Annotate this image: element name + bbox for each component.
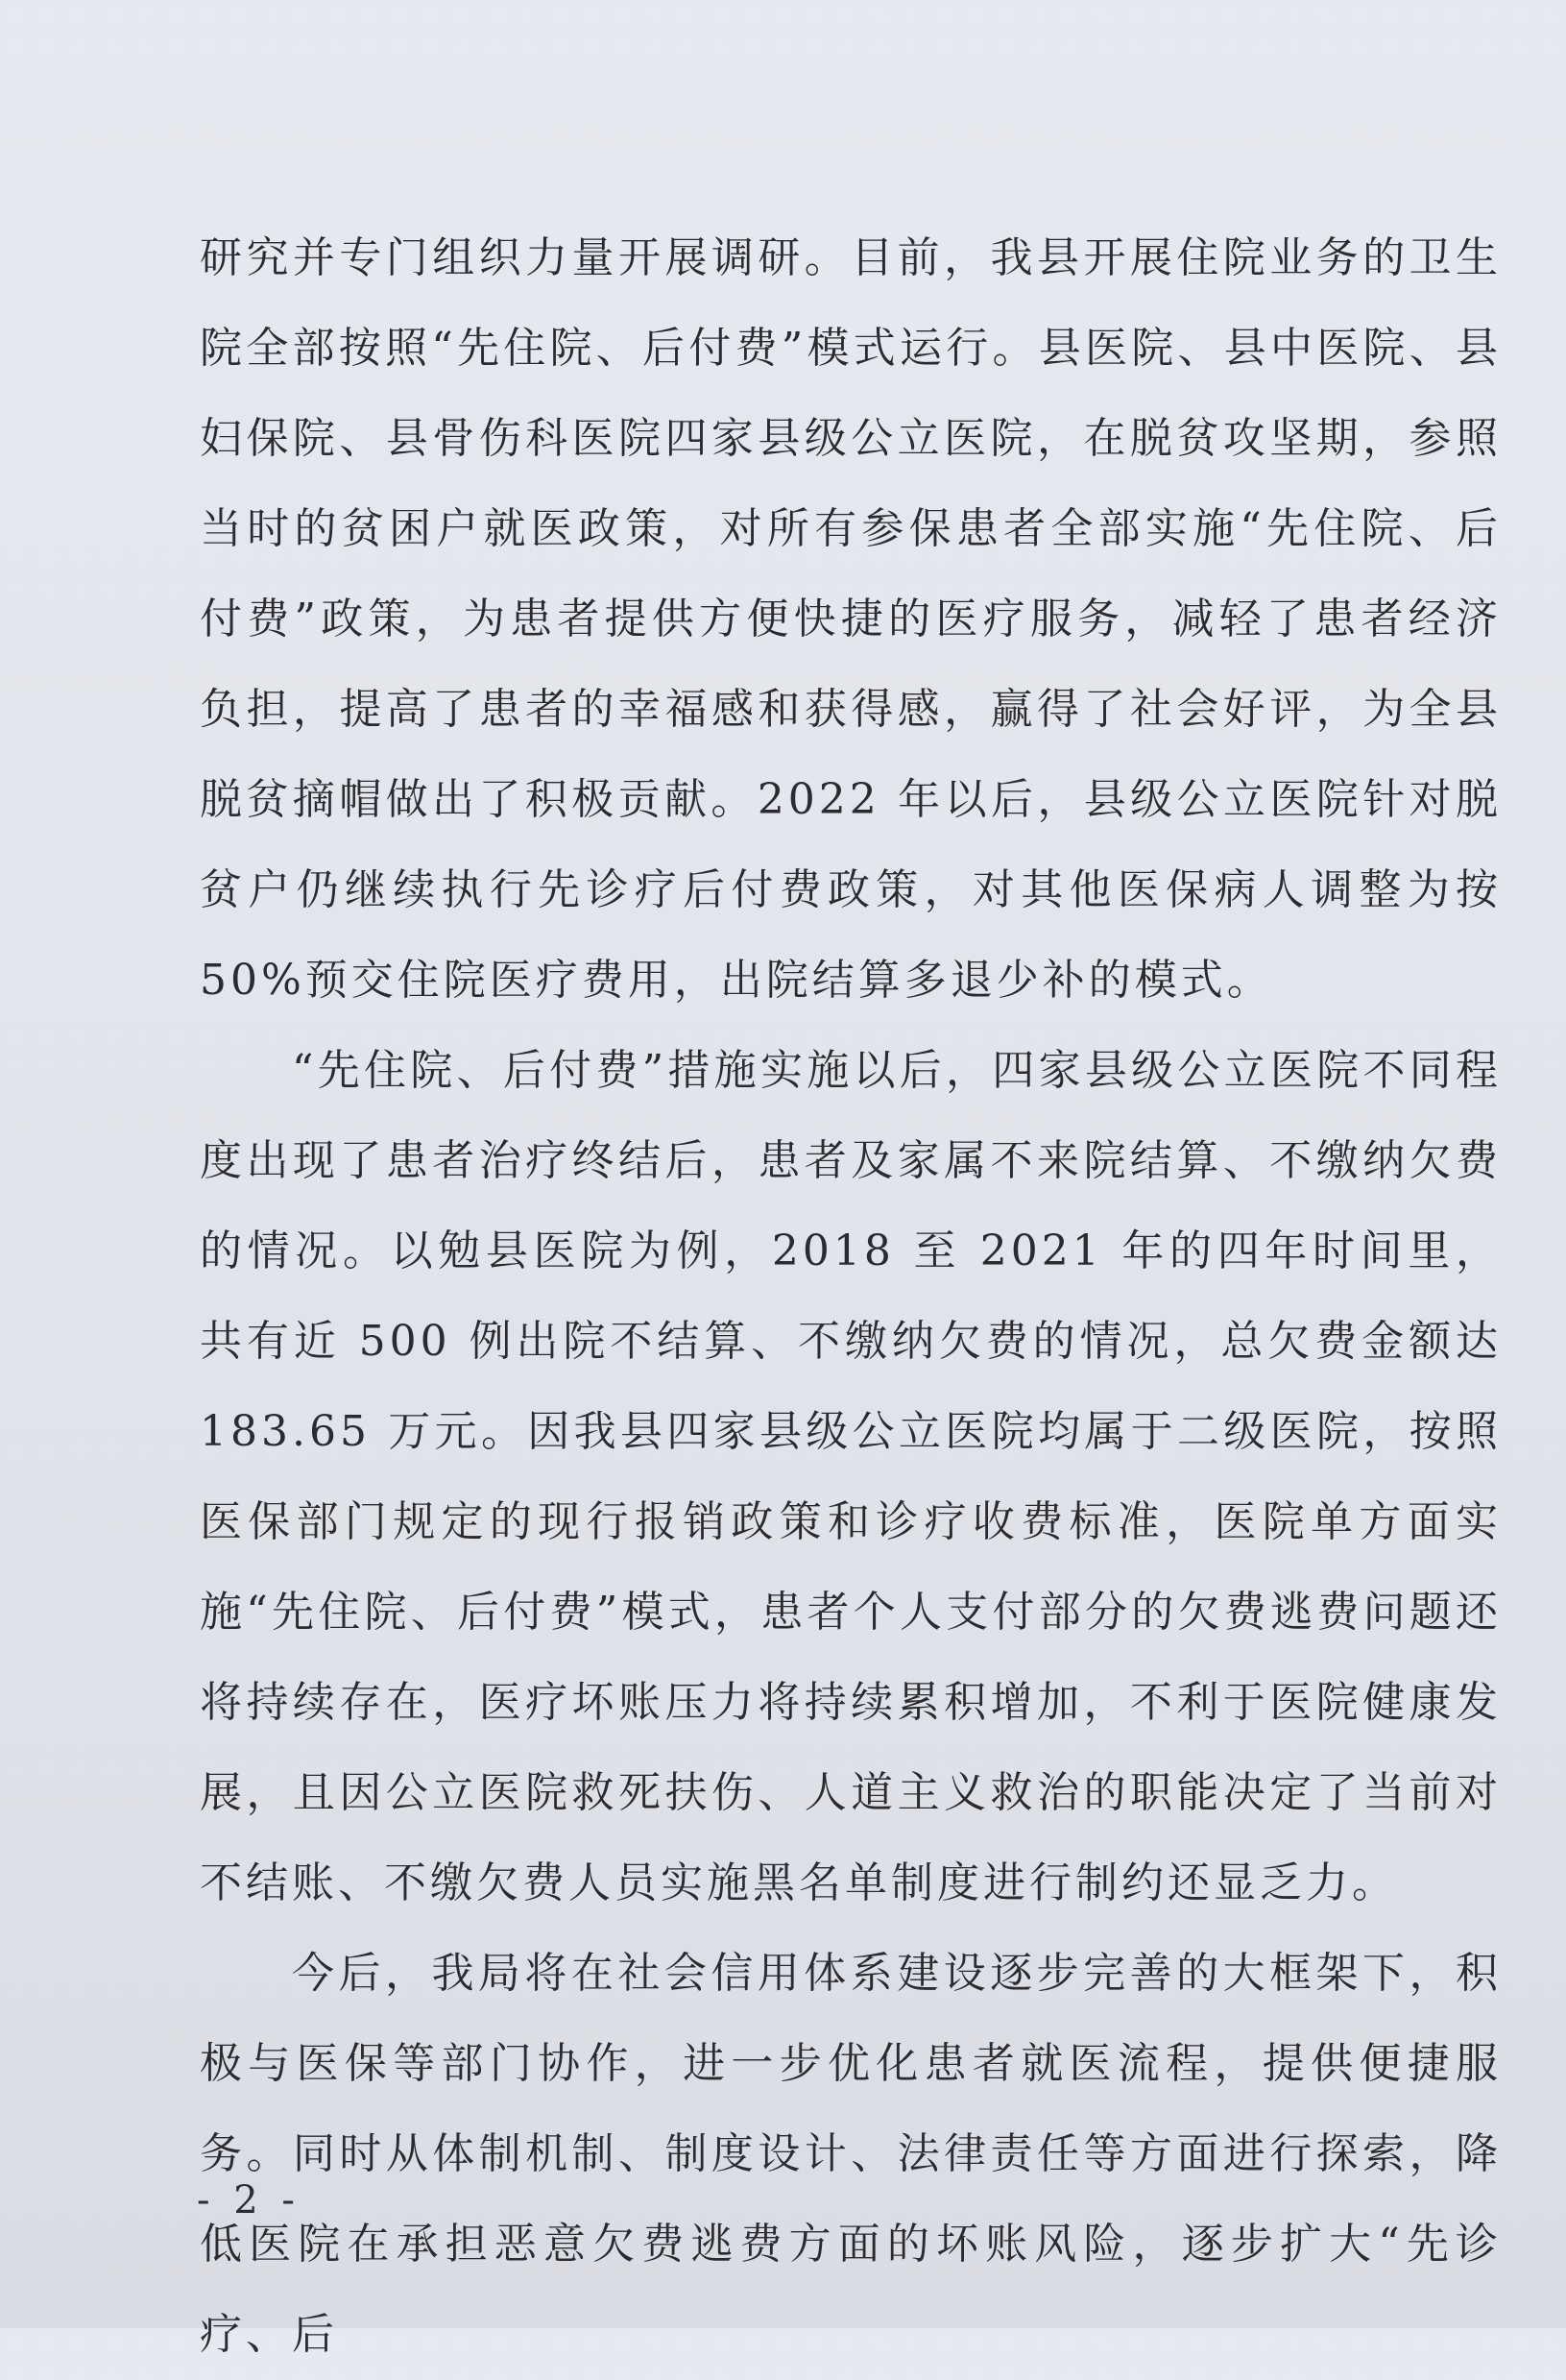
paragraph-2: “先住院、后付费”措施实施以后，四家县级公立医院不同程度出现了患者治疗终结后，患者及家属不来院结算、不缴纳欠费的情况。以勉县医院为例，2018 至 2021 年的四年时间里，共有近 500 例出院不结算、不缴纳欠费的情况，总欠费金额达 183.65 万元。因我县四家县级公立医院均属于二级医院，按照医保部门规定的现行报销政策和诊疗收费标准，医院单方面实施“先住院、后付费”模式，患者个人支付部分的欠费逃费问题还将持续存在，医疗坏账压力将持续累积增加，不利于医院健康发展，且因公立医院救死扶伤、人道主义救治的职能决定了当前对不结账、不缴欠费人员实施黑名单制度进行制约还显乏力。 (200, 1046, 1502, 1907)
page-number: - 2 - (197, 2178, 301, 2222)
body-text (200, 213, 1502, 2380)
paragraph-1: 研究并专门组织力量开展调研。目前，我县开展住院业务的卫生院全部按照“先住院、后付费”模式运行。县医院、县中医院、县妇保院、县骨伤科医院四家县级公立医院，在脱贫攻坚期，参照当时的贫困户就医政策，对所有参保患者全部实施“先住院、后付费”政策，为患者提供方便快捷的医疗服务，减轻了患者经济负担，提高了患者的幸福感和获得感，赢得了社会好评，为全县脱贫摘帽做出了积极贡献。2022 年以后，县级公立医院针对脱贫户仍继续执行先诊疗后付费政策，对其他医保病人调整为按 50%预交住院医疗费用，出院结算多退少补的模式。 (200, 233, 1502, 1005)
paragraph-3: 今后，我局将在社会信用体系建设逐步完善的大框架下，积极与医保等部门协作，进一步优化患者就医流程，提供便捷服务。同时从体制机制、制度设计、法律责任等方面进行探索，降低医院在承担恶意欠费逃费方面的坏账风险，逐步扩大“先诊疗、后 (200, 1949, 1502, 2359)
